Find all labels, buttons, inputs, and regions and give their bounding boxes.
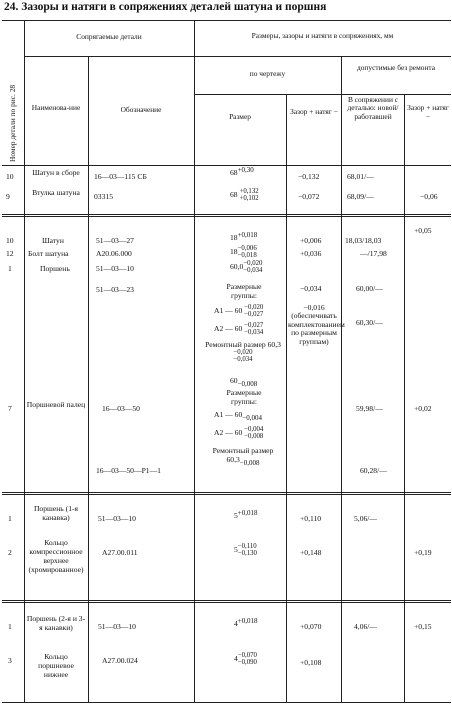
row-12-size: A1 — 60−0,004 [214, 410, 262, 422]
row-3-allow: 18,03/18,03 [345, 236, 382, 245]
header-with-new: В сопряжении с деталью: новой/работавшей [347, 95, 399, 121]
header-allowable: допустимые без ремонта [356, 63, 436, 72]
row-3-no: 10 [6, 236, 14, 245]
header-designation: Обозначение [120, 105, 162, 114]
row-15-size: 5+0,018 [234, 509, 258, 520]
row-2-no: 9 [6, 192, 10, 201]
row-7-gap: −0,016 (обеспечивать комплектованием по размерным группам) [288, 303, 345, 346]
header-name: Наименова-ние [31, 103, 81, 112]
row-10-allow: 59,98/— [356, 404, 383, 413]
row-16-gap: +0,148 [300, 548, 322, 557]
row-15-des: 51—03—10 [98, 514, 136, 523]
row-16-no: 2 [8, 548, 12, 557]
row-15-no: 1 [8, 514, 12, 523]
row-2-name: Втулка шатуна [32, 188, 80, 197]
row-5-allow: 60,00/— [356, 284, 383, 293]
header-size: Размер [229, 112, 251, 121]
row-3-name: Шатун [42, 236, 64, 245]
row-14-size: Ремонтный размер 60,3−0,008 [212, 446, 274, 467]
row-16-name: Кольцо компрессионное верхнее (хромированное) [28, 538, 84, 574]
row-18-gap: +0,108 [300, 658, 322, 667]
table-title: 24. Зазоры и натяги в сопряжениях деталей шатуна и поршня [4, 1, 327, 13]
row-16-size: 5−0,110 −0,130 [234, 543, 257, 557]
row-11-size: Размерные группы: [226, 388, 262, 406]
row-17-gap: +0,070 [300, 622, 322, 631]
row-3-size: 18+0,018 [230, 231, 258, 242]
row-4-gap: +0,036 [300, 249, 322, 258]
row-18-des: A27.00.024 [102, 656, 138, 665]
row-2-des: 03315 [94, 192, 113, 201]
row-1-gap: −0,132 [298, 172, 320, 181]
row-2-size: 68 +0,132 +0,102 [230, 188, 259, 202]
header-gap-drawing: Зазор + натяг − [290, 107, 338, 116]
row-1-name: Шатун в сборе [32, 168, 80, 177]
row-10-name: Поршневой палец [26, 400, 86, 409]
row-18-name: Кольцо поршневое нижнее [38, 652, 74, 679]
row-16-des: A27.00.011 [102, 548, 138, 557]
row-14-allow: 60,28/— [360, 466, 387, 475]
row-17-name: Поршень (2-я и 3-я канавки) [26, 614, 86, 632]
row-4-name: Болт шатуна [28, 249, 69, 258]
row-5-name: Поршень [40, 264, 70, 273]
row-6-des: 51—03—23 [96, 285, 134, 294]
row-1-no: 10 [6, 172, 14, 181]
row-16-gap2: +0,19 [414, 548, 432, 557]
row-10-no: 7 [8, 404, 12, 413]
row-1-allow: 68,01/— [347, 172, 374, 181]
row-15-allow: 5,06/— [354, 514, 377, 523]
header-by-drawing: по чертежу [249, 69, 286, 78]
row-9-size: Ремонтный размер 60,3 −0,020 −0,034 [205, 340, 281, 363]
row-2-gap: −0,072 [298, 192, 320, 201]
row-4-no: 12 [6, 249, 14, 258]
row-6-size: Размерные группы: [226, 282, 262, 300]
row-15-name: Поршень (1-я канавка) [33, 504, 79, 522]
data-table [2, 20, 451, 703]
row-3-des: 51—03—27 [96, 236, 134, 245]
header-mating-parts: Сопрягаемые детали [76, 32, 142, 41]
row-10-gap2: +0,02 [414, 404, 432, 413]
row-1-des: 16—03—115 СБ [94, 172, 147, 181]
row-3-gap: +0,006 [300, 236, 322, 245]
row-1-size: 68+0,30 [230, 166, 254, 177]
row-7-allow: 60,30/— [356, 318, 383, 327]
row-17-gap2: +0,15 [414, 622, 432, 631]
row-4-des: A20.06.000 [96, 249, 132, 258]
row-15-gap: +0,110 [300, 514, 322, 523]
row-17-des: 51—03—10 [98, 622, 136, 631]
row-10-size: 60−0,008 [230, 376, 258, 388]
row-4-allow: —/17,98 [360, 249, 387, 258]
header-gap-allow: Зазор + натяг − [407, 103, 449, 121]
row-14-des: 16—03—50—P1—1 [96, 466, 161, 475]
row-5-des: 51—03—10 [96, 264, 134, 273]
row-17-size: 4+0,018 [234, 617, 258, 628]
row-3-gap2: +0,05 [414, 226, 432, 235]
row-2-allow: 68,09/— [347, 192, 374, 201]
row-7-size: A1 — 60 −0,020 −0,027 [214, 304, 264, 318]
row-5-no: 1 [8, 264, 12, 273]
row-5-size: 60,0−0,020 −0,034 [230, 260, 263, 274]
row-17-allow: 4,06/— [354, 622, 377, 631]
row-5-gap: −0,034 [300, 284, 322, 293]
row-13-size: A2 — 60 −0,004 −0,008 [214, 426, 264, 440]
row-18-no: 3 [8, 656, 12, 665]
row-4-size: 18−0,006 −0,018 [230, 245, 257, 259]
row-8-size: A2 — 60 −0,027 −0,034 [214, 322, 264, 336]
row-10-des: 16—03—50 [102, 404, 140, 413]
header-part-no: Номер детали по рис. 28 [8, 84, 17, 162]
row-18-size: 4−0,070 −0,090 [234, 652, 257, 666]
row-2-gap2: −0,06 [420, 192, 438, 201]
header-dims: Размеры, зазоры и натяги в сопряжениях, мм [251, 31, 394, 40]
row-17-no: 1 [8, 622, 12, 631]
